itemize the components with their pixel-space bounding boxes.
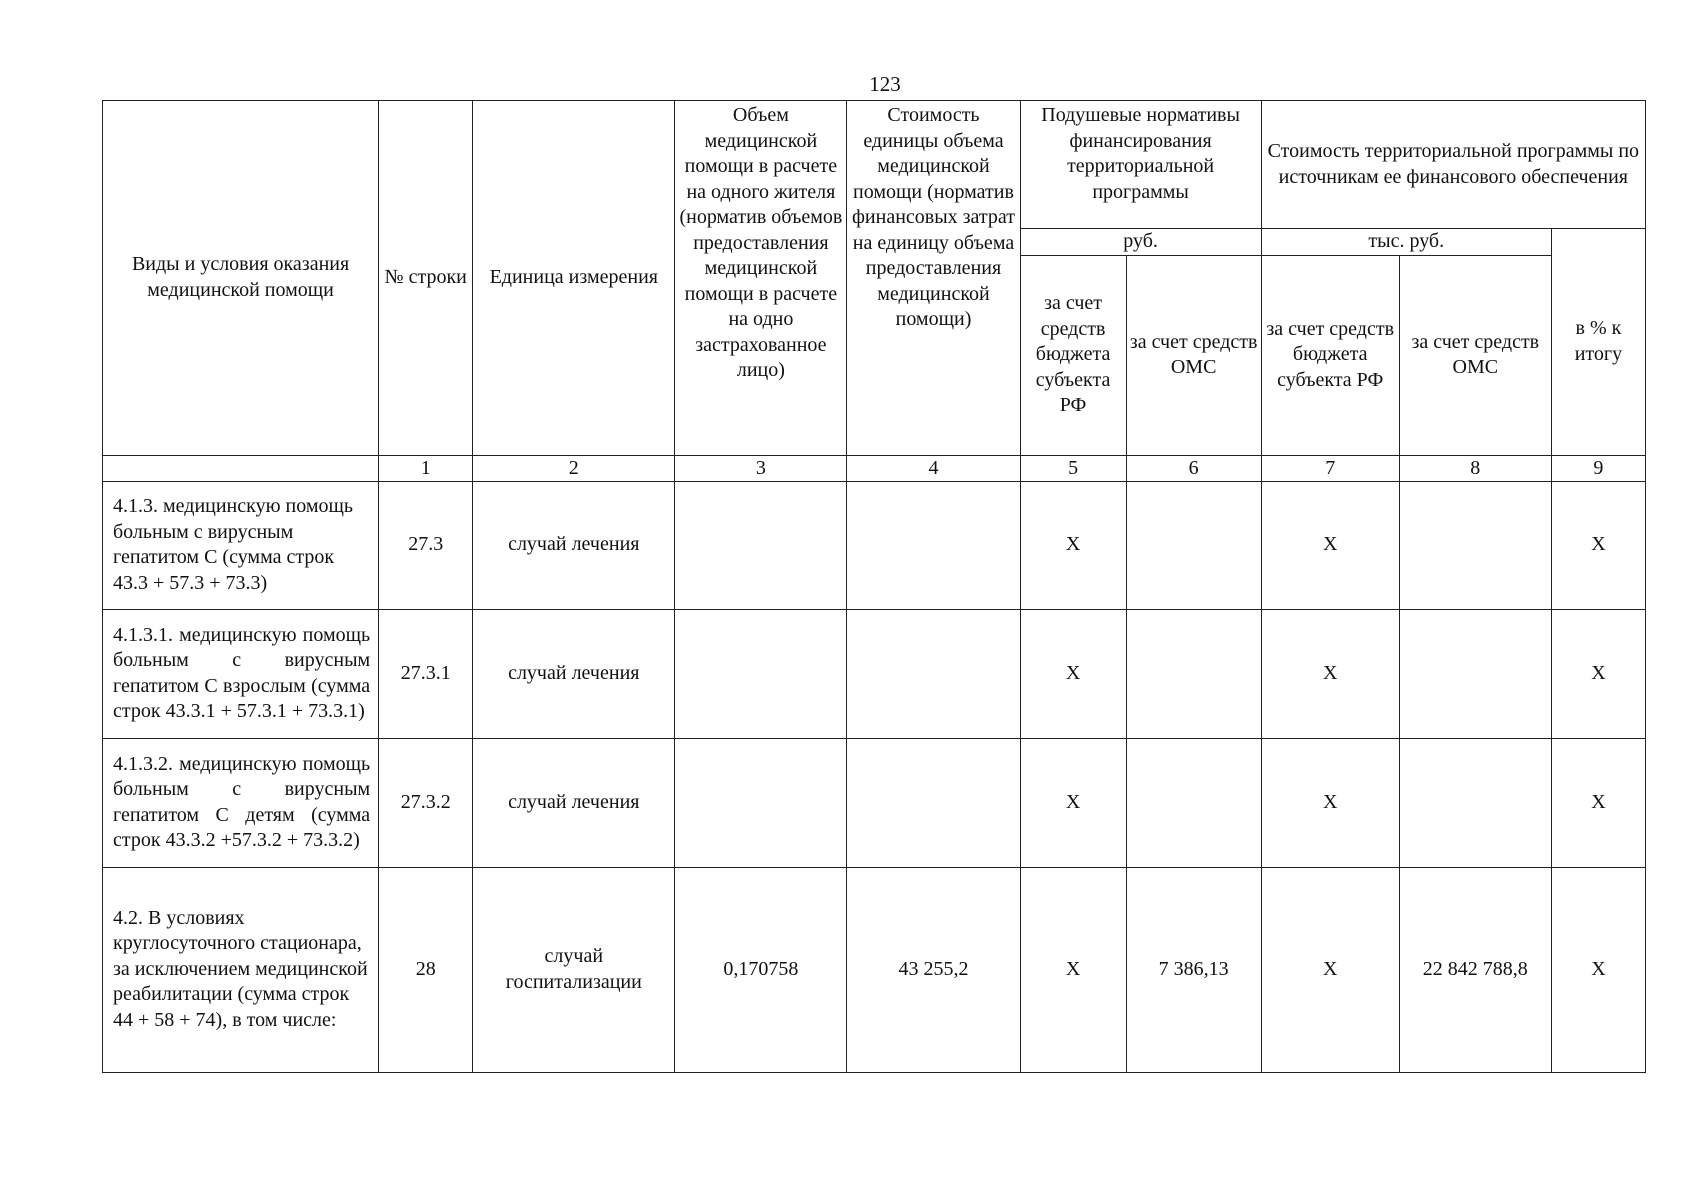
column-number: 9 (1551, 455, 1645, 481)
row-budget-rub: Х (1020, 867, 1126, 1072)
header-type-of-care: Виды и условия оказания медицинской помощи (103, 101, 379, 456)
page-number: 123 (869, 72, 901, 96)
row-description: 4.1.3.1. медицинскую помощь больным с вирусным гепатитом С взрослым (сумма строк 43.3.1 + 57.3.1 + 73.3.1) (103, 609, 379, 738)
financing-table (102, 100, 1646, 1073)
row-unit: случай лечения (473, 738, 675, 867)
row-unit-cost: 43 255,2 (847, 867, 1020, 1072)
column-number: 4 (847, 455, 1020, 481)
row-unit-cost (847, 609, 1020, 738)
row-percent: Х (1551, 738, 1645, 867)
column-number: 1 (379, 455, 473, 481)
header-oms-thousand-rub: за счет средств ОМС (1399, 255, 1551, 455)
row-unit: случай госпитализации (473, 867, 675, 1072)
row-number: 27.3 (379, 481, 473, 609)
row-volume (675, 738, 847, 867)
row-unit-cost (847, 738, 1020, 867)
table-row (103, 738, 1646, 867)
header-per-capita: Подушевые нормативы финансирования территориальной программы (1020, 101, 1261, 229)
row-oms-rub (1126, 481, 1261, 609)
table-row (103, 867, 1646, 1072)
row-oms-thousand-rub: 22 842 788,8 (1399, 867, 1551, 1072)
row-number: 28 (379, 867, 473, 1072)
row-budget-rub: Х (1020, 738, 1126, 867)
column-number: 3 (675, 455, 847, 481)
header-percent-of-total: в % к итогу (1551, 229, 1645, 456)
row-unit: случай лечения (473, 609, 675, 738)
row-oms-rub (1126, 738, 1261, 867)
row-description: 4.1.3.2. медицинскую помощь больным с вирусным гепатитом С детям (сумма строк 43.3.2 +57.3.2 + 73.3.2) (103, 738, 379, 867)
row-percent: Х (1551, 609, 1645, 738)
row-oms-rub: 7 386,13 (1126, 867, 1261, 1072)
row-volume (675, 609, 847, 738)
header-unit-cost: Стоимость единицы объема медицинской помощи (норматив финансовых затрат на единицу объема предоставления медицинской помощи) (847, 101, 1020, 456)
header-row-1 (103, 101, 1646, 229)
header-row-number: № строки (379, 101, 473, 456)
column-number: 6 (1126, 455, 1261, 481)
header-oms-rub: за счет средств ОМС (1126, 255, 1261, 455)
row-percent: Х (1551, 481, 1645, 609)
table-row (103, 609, 1646, 738)
header-unit-thousand-rub: тыс. руб. (1261, 229, 1551, 256)
row-number: 27.3.1 (379, 609, 473, 738)
header-volume: Объем медицинской помощи в расчете на одного жителя (норматив объемов предоставления медицинской помощи в расчете на одно застрахованное лицо) (675, 101, 847, 456)
row-budget-thousand-rub: Х (1261, 481, 1399, 609)
column-number: 7 (1261, 455, 1399, 481)
row-number: 27.3.2 (379, 738, 473, 867)
row-percent: Х (1551, 867, 1645, 1072)
row-oms-thousand-rub (1399, 738, 1551, 867)
row-oms-rub (1126, 609, 1261, 738)
header-unit-rub: руб. (1020, 229, 1261, 256)
row-description: 4.1.3. медицинскую помощь больным с вирусным гепатитом С (сумма строк 43.3 + 57.3 + 73.3) (103, 481, 379, 609)
column-number: 5 (1020, 455, 1126, 481)
row-oms-thousand-rub (1399, 481, 1551, 609)
row-description: 4.2. В условиях круглосуточного стационара, за исключением медицинской реабилитации (сумма строк 44 + 58 + 74), в том числе: (103, 867, 379, 1072)
row-budget-rub: Х (1020, 609, 1126, 738)
row-budget-rub: Х (1020, 481, 1126, 609)
row-unit-cost (847, 481, 1020, 609)
header-budget-thousand-rub: за счет средств бюджета субъекта РФ (1261, 255, 1399, 455)
column-number-row (103, 455, 1646, 481)
header-unit: Единица измерения (473, 101, 675, 456)
header-budget-rub: за счет средств бюджета субъекта РФ (1020, 255, 1126, 455)
row-budget-thousand-rub: Х (1261, 867, 1399, 1072)
row-budget-thousand-rub: Х (1261, 738, 1399, 867)
table-row (103, 481, 1646, 609)
header-program-cost: Стоимость территориальной программы по источникам ее финансового обеспечения (1261, 101, 1645, 229)
column-number: 2 (473, 455, 675, 481)
row-oms-thousand-rub (1399, 609, 1551, 738)
row-volume: 0,170758 (675, 867, 847, 1072)
column-number: 8 (1399, 455, 1551, 481)
row-budget-thousand-rub: Х (1261, 609, 1399, 738)
row-volume (675, 481, 847, 609)
column-number-blank (103, 455, 379, 481)
row-unit: случай лечения (473, 481, 675, 609)
